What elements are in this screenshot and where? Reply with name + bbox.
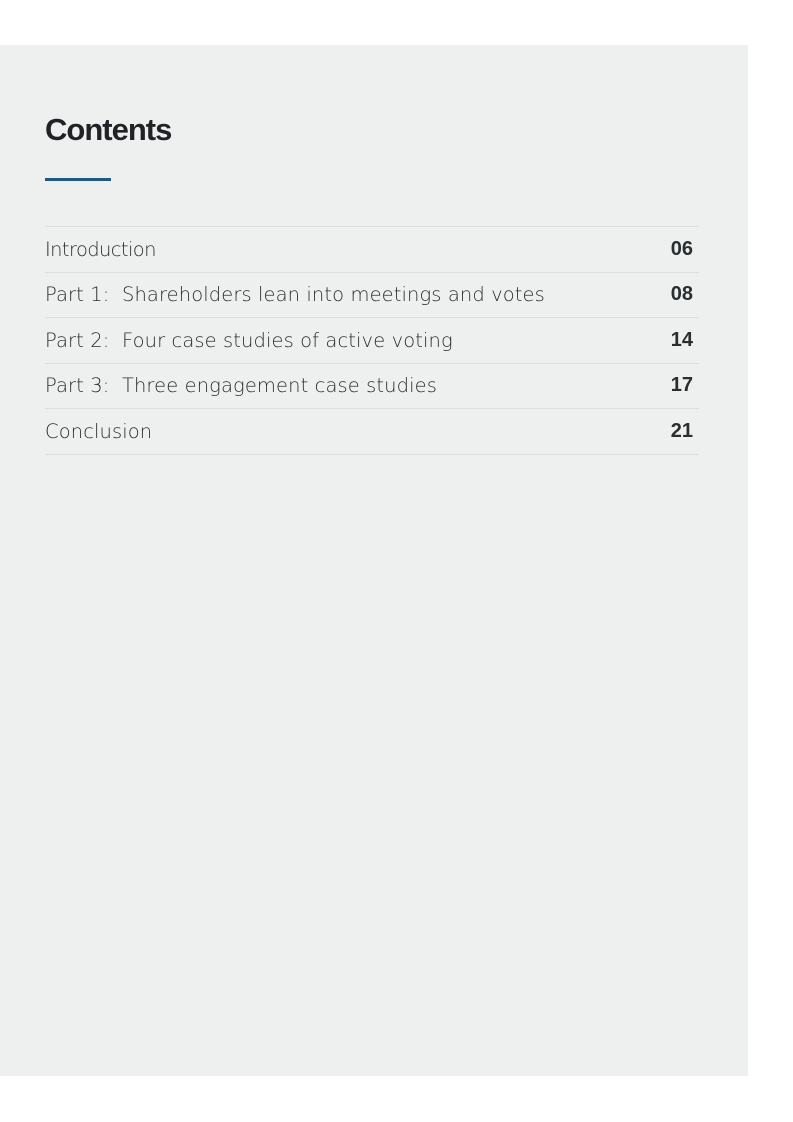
toc-entry-label: Part 1: Shareholders lean into meetings and votes xyxy=(45,283,545,307)
toc-entry-conclusion[interactable] xyxy=(45,409,699,455)
toc-entry-part-2[interactable] xyxy=(45,318,699,364)
toc-entry-label: Conclusion xyxy=(45,419,153,443)
contents-page-panel xyxy=(0,45,748,1076)
toc-entry-label: Part 2: Four case studies of active voting xyxy=(45,328,453,352)
toc-entry-label: Part 3: Three engagement case studies xyxy=(45,374,437,398)
table-of-contents xyxy=(45,226,699,455)
toc-entry-part-3[interactable] xyxy=(45,364,699,410)
toc-entry-page-number: 14 xyxy=(670,328,693,351)
toc-entry-introduction[interactable] xyxy=(45,227,699,273)
toc-entry-page-number: 06 xyxy=(670,237,693,260)
toc-entry-page-number: 21 xyxy=(670,419,693,442)
toc-entry-part-1[interactable] xyxy=(45,273,699,319)
contents-heading: Contents xyxy=(45,112,172,147)
toc-entry-label: Introduction xyxy=(45,237,156,261)
toc-entry-page-number: 08 xyxy=(670,283,693,306)
toc-entry-page-number: 17 xyxy=(670,374,693,397)
heading-accent-rule xyxy=(45,178,111,181)
